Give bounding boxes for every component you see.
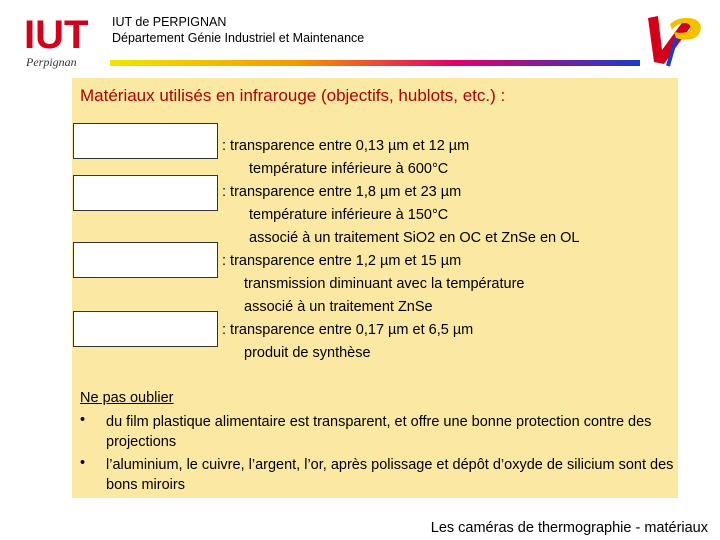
header-text [112, 14, 364, 46]
material-2-line-1: : transparence entre 1,8 µm et 23 µm [222, 184, 462, 200]
iut-logo [22, 10, 102, 72]
bullet-1: • [80, 412, 86, 428]
material-name-box-1 [73, 123, 218, 159]
page-title: Matériaux utilisés en infrarouge (objectifs, hublots, etc.) : [80, 86, 506, 105]
department-name: Département Génie Industriel et Maintenance [112, 31, 365, 45]
material-1-line-2: température inférieure à 600°C [249, 161, 449, 177]
up-logo [640, 10, 708, 68]
material-name-box-2 [73, 175, 218, 211]
iut-logo-subtext: Perpignan [26, 55, 77, 69]
note-item-1: du film plastique alimentaire est transparent, et offre une bonne protection contre des projections [106, 414, 652, 450]
iut-logo-text: IUT [24, 13, 89, 57]
material-2-line-2: température inférieure à 150°C [249, 207, 449, 223]
material-3-line-1: : transparence entre 1,2 µm et 15 µm [222, 253, 462, 269]
note-heading: Ne pas oublier [80, 390, 174, 406]
material-4-line-1: : transparence entre 0,17 µm et 6,5 µm [222, 322, 474, 338]
material-3-line-2: transmission diminuant avec la température [244, 276, 525, 292]
header-color-rule [110, 60, 640, 66]
material-name-box-4 [73, 311, 218, 347]
footer-caption: Les caméras de thermographie - matériaux [430, 520, 708, 536]
note-item-2: l’aluminium, le cuivre, l’argent, l’or, après polissage et dépôt d’oxyde de silicium sont des bons miroirs [106, 457, 674, 493]
institution-name: IUT de PERPIGNAN [112, 15, 227, 29]
bullet-2: • [80, 455, 86, 471]
material-1-line-1: : transparence entre 0,13 µm et 12 µm [222, 138, 470, 154]
material-4-line-2: produit de synthèse [244, 345, 371, 361]
material-2-line-3: associé à un traitement SiO2 en OC et ZnSe en OL [249, 230, 580, 246]
material-3-line-3: associé à un traitement ZnSe [244, 299, 433, 315]
material-name-box-3 [73, 242, 218, 278]
